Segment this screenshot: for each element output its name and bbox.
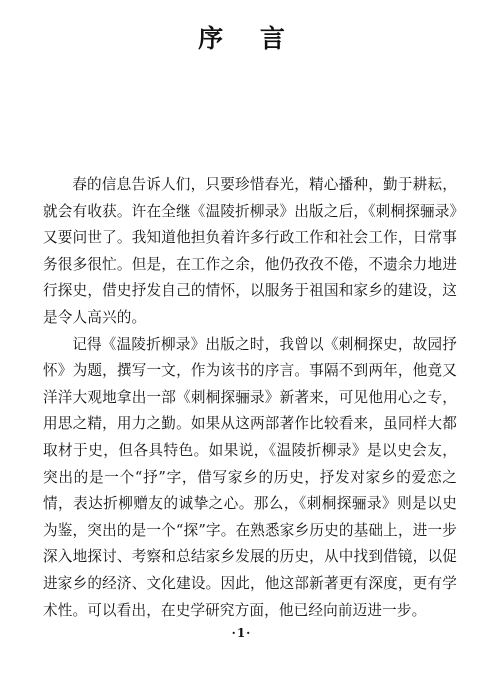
paragraph-2: 记得《温陵折柳录》出版之时，我曾以《刺桐探史，故园抒怀》为题，撰写一文，作为该书的序言。事隔不到两年，他竟又洋洋大观地拿出一部《刺桐探骊录》新著来，可见他用心之专，用思之精，用力之勤。如果从这两部著作比较看来，虽同样大都取材于史，但各具特色。如果说，《温陵折柳录》是以史会友，突出的是一个“抒”字，借写家乡的历史，抒发对家乡的爱恋之情，表达折柳赠友的诚挚之心。那么，《刺桐探骊录》则是以史为鉴，突出的是一个“探”字。在熟悉家乡历史的基础上，进一步深入地探讨、考察和总结家乡发展的历史，从中找到借镜，以促进家乡的经济、文化建设。因此，他这部新著更有深度，更有学术性。可以看出，在史学研究方面，他已经向前迈进一步。 — [43, 335, 457, 619]
paragraph-1: 春的信息告诉人们，只要珍惜春光，精心播种，勤于耕耘，就会有收获。许在全继《温陵折柳录》出版之后，《刺桐探骊录》又要问世了。我知道他担负着许多行政工作和社会工作，日常事务很多很忙。但是，在工作之余，他仍孜孜不倦，不遗余力地进行探史，借史抒发自己的情怀，以服务于祖国和家乡的建设，这是令人高兴的。 — [43, 176, 457, 326]
page-title: 序 言 — [198, 24, 299, 53]
body-text — [43, 172, 457, 624]
page-number: ·1· — [231, 626, 252, 640]
